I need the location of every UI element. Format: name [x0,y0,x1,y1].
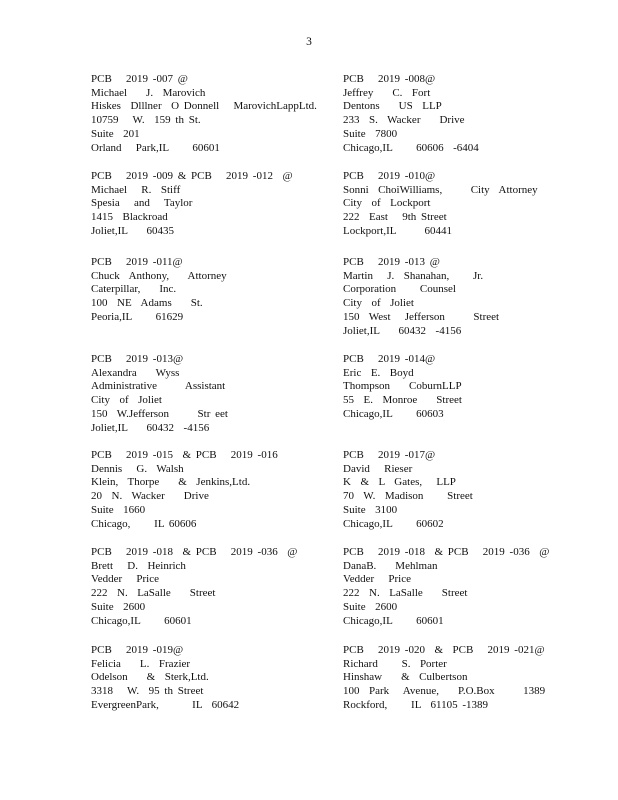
case-number-line: PCB 2019 -011@ [91,256,183,268]
address-line: 20 N. Wacker Drive [91,490,209,503]
address-line: 150 W.Jefferson Str eet [91,407,228,420]
service-entry [343,546,549,628]
address-line: Vedder Price [91,573,160,586]
address-line: Richard S. Porter [343,657,447,670]
case-number-line: PCB 2019 -014@ [343,353,436,365]
address-line: 100 NE Adams St. [91,297,203,310]
case-number-line: PCB 2019 -015 & PCB 2019 -016 [91,449,278,461]
address-line: Suite 2600 [343,600,398,613]
case-number-line: PCB 2019 -009 & PCB 2019 -012 @ [91,170,293,182]
address-line: Vedder Price [343,573,412,586]
address-line: DanaB. Mehlman [343,559,438,572]
address-line: EvergreenPark, IL 60642 [91,698,240,711]
address-line: 150 West Jefferson Street [343,310,500,323]
service-entry [91,73,317,155]
address-line: 222 N. LaSalle Street [91,587,216,600]
address-line: K & L Gates, LLP [343,476,456,489]
address-line: City of Lockport [343,197,431,210]
service-entry [91,256,227,325]
address-line: Eric E. Boyd [343,366,414,379]
address-line: Administrative Assistant [91,380,226,393]
address-line: 100 Park Avenue, P.O.Box 1389 [343,685,546,698]
address-line: Suite 1660 [91,503,146,516]
case-number-line: PCB 2019 -018 & PCB 2019 -036 @ [91,546,298,558]
address-line: Dennis G. Walsh [91,462,184,475]
address-line: David Rieser [343,462,413,475]
address-line: 3318 W. 95 th Street [91,685,204,698]
address-line: Chicago,IL 60603 [343,407,444,420]
address-line: Chicago,IL 60601 [91,614,192,627]
address-line: 222 East 9th Street [343,211,447,224]
address-line: Martin J. Shanahan, Jr. [343,269,484,282]
address-line: Sonni ChoiWilliams, City Attorney [343,183,538,196]
address-line: 222 N. LaSalle Street [343,587,468,600]
address-line: 55 E. Monroe Street [343,394,462,407]
address-line: Jeffrey C. Fort [343,86,431,99]
address-line: Thompson CoburnLLP [343,380,462,393]
service-entry [343,353,462,422]
service-entry [91,644,239,713]
address-line: Joliet,IL 60432 -4156 [91,421,210,434]
service-entry [91,546,297,628]
address-line: Spesia and Taylor [91,197,193,210]
case-number-line: PCB 2019 -007 @ [91,73,188,85]
address-line: Hiskes Dlllner O Donnell MarovichLappLtd. [91,100,317,113]
service-entry [91,170,293,239]
address-line: Alexandra Wyss [91,366,180,379]
address-line: Hinshaw & Culbertson [343,671,468,684]
address-line: Suite 2600 [91,600,146,613]
address-line: Michael R. Stiff [91,183,181,196]
address-line: City of Joliet [343,297,414,310]
address-line: Dentons US LLP [343,100,442,113]
address-line: Chicago, IL 60606 [91,517,197,530]
address-line: Felicia L. Frazier [91,657,191,670]
address-line: Caterpillar, Inc. [91,283,177,296]
address-line: 10759 W. 159 th St. [91,114,201,127]
case-number-line: PCB 2019 -020 & PCB 2019 -021@ [343,644,545,656]
case-number-line: PCB 2019 -013 @ [343,256,440,268]
address-line: Brett D. Heinrich [91,559,186,572]
service-entry [343,170,538,239]
address-line: Chicago,IL 60601 [343,614,444,627]
address-line: 1415 Blackroad [91,211,168,224]
service-entry [343,449,473,531]
case-number-line: PCB 2019 -018 & PCB 2019 -036 @ [343,546,550,558]
address-line: Rockford, IL 61105 -1389 [343,698,489,711]
service-entry [343,644,545,713]
address-line: Chicago,IL 60606 -6404 [343,141,479,154]
service-entry [343,73,479,155]
case-number-line: PCB 2019 -013@ [91,353,184,365]
address-line: City of Joliet [91,394,162,407]
address-line: Chuck Anthony, Attorney [91,269,227,282]
case-number-line: PCB 2019 -019@ [91,644,184,656]
address-line: Joliet,IL 60432 -4156 [343,324,462,337]
address-line: Lockport,IL 60441 [343,224,453,237]
address-line: Suite 3100 [343,503,398,516]
address-line: Suite 7800 [343,127,398,140]
address-line: Corporation Counsel [343,283,456,296]
page-number: 3 [306,36,312,48]
case-number-line: PCB 2019 -010@ [343,170,436,182]
address-line: Michael J. Marovich [91,86,206,99]
case-number-line: PCB 2019 -008@ [343,73,436,85]
address-line: Orland Park,IL 60601 [91,141,220,154]
case-number-line: PCB 2019 -017@ [343,449,436,461]
address-line: Suite 201 [91,127,140,140]
address-line: 233 S. Wacker Drive [343,114,465,127]
address-line: Chicago,IL 60602 [343,517,444,530]
service-entry [91,449,278,531]
service-entry [91,353,228,435]
address-line: Odelson & Sterk,Ltd. [91,671,209,684]
address-line: Klein, Thorpe & Jenkins,Ltd. [91,476,251,489]
address-line: Joliet,IL 60435 [91,224,175,237]
address-line: 70 W. Madison Street [343,490,473,503]
service-entry [343,256,499,338]
address-line: Peoria,IL 61629 [91,310,184,323]
